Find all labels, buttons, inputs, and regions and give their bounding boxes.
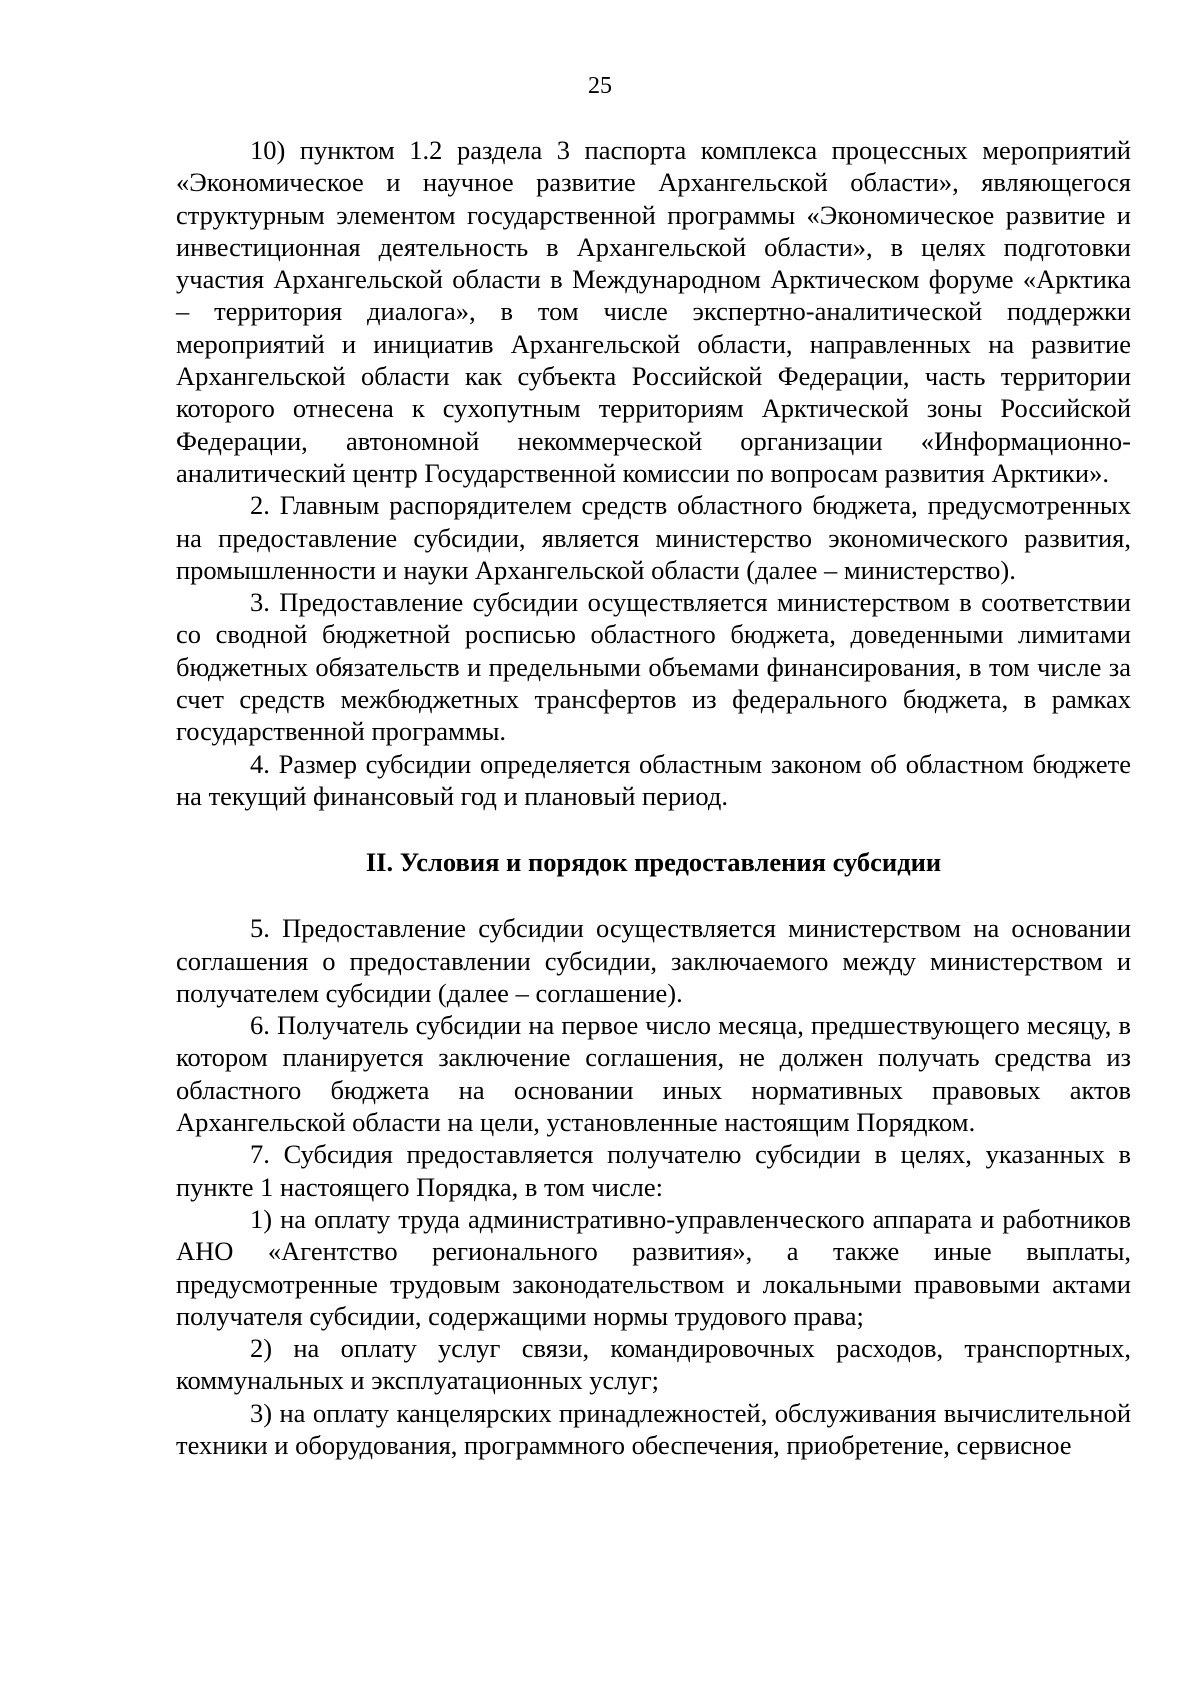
paragraph-7-item-1: 1) на оплату труда административно-управленческого аппарата и работников АНО «Агентство регионального развития», а также иные выплаты, предусмотренные трудовым законодательством и локальными правовыми актами получателя субсидии, содержащими нормы трудового права; bbox=[176, 1203, 1131, 1331]
paragraph-7: 7. Субсидия предоставляется получателю субсидии в целях, указанных в пункте 1 настоящего Порядка, в том числе: bbox=[176, 1139, 1131, 1202]
document-body bbox=[176, 134, 1131, 1461]
section-heading: II. Условия и порядок предоставления субсидии bbox=[365, 847, 942, 878]
paragraph-4: 4. Размер субсидии определяется областным законом об областном бюджете на текущий финансовый год и плановый период. bbox=[176, 748, 1131, 811]
paragraph-5: 5. Предоставление субсидии осуществляется министерством на основании соглашения о предоставлении субсидии, заключаемого между министерством и получателем субсидии (далее – соглашение). bbox=[176, 913, 1131, 1008]
paragraph-item-10: 10) пунктом 1.2 раздела 3 паспорта комплекса процессных мероприятий «Экономическое и научное развитие Архангельской области», являющегося структурным элементом государственной программы «Экономическое развитие и инвестиционная деятельность в Архангельской области», в целях подготовки участия Архангельской области в Международном Арктическом форуме «Арктика – территория диалога», в том числе экспертно-аналитической поддержки мероприятий и инициатив Архангельской области, направленных на развитие Архангельской области как субъекта Российской Федерации, часть территории которого отнесена к сухопутным территориям Арктической зоны Российской Федерации, автономной некоммерческой организации «Информационно-аналитический центр Государственной комиссии по вопросам развития Арктики». bbox=[176, 135, 1131, 488]
paragraph-7-item-2: 2) на оплату услуг связи, командировочных расходов, транспортных, коммунальных и эксплуатационных услуг; bbox=[176, 1333, 1131, 1396]
page-number: 25 bbox=[588, 73, 612, 99]
paragraph-7-item-3: 3) на оплату канцелярских принадлежностей, обслуживания вычислительной техники и оборудования, программного обеспечения, приобретение, сервисное bbox=[176, 1397, 1131, 1460]
paragraph-6: 6. Получатель субсидии на первое число месяца, предшествующего месяцу, в котором планируется заключение соглашения, не должен получать средства из областного бюджета на основании иных нормативных правовых актов Архангельской области на цели, установленные настоящим Порядком. bbox=[176, 1010, 1131, 1138]
paragraph-2: 2. Главным распорядителем средств областного бюджета, предусмотренных на предоставление субсидии, является министерство экономического развития, промышленности и науки Архангельской области (далее – министерство). bbox=[176, 490, 1131, 585]
paragraph-3: 3. Предоставление субсидии осуществляется министерством в соответствии со сводной бюджетной росписью областного бюджета, доведенными лимитами бюджетных обязательств и предельными объемами финансирования, в том числе за счет средств межбюджетных трансфертов из федерального бюджета, в рамках государственной программы. bbox=[176, 587, 1131, 747]
